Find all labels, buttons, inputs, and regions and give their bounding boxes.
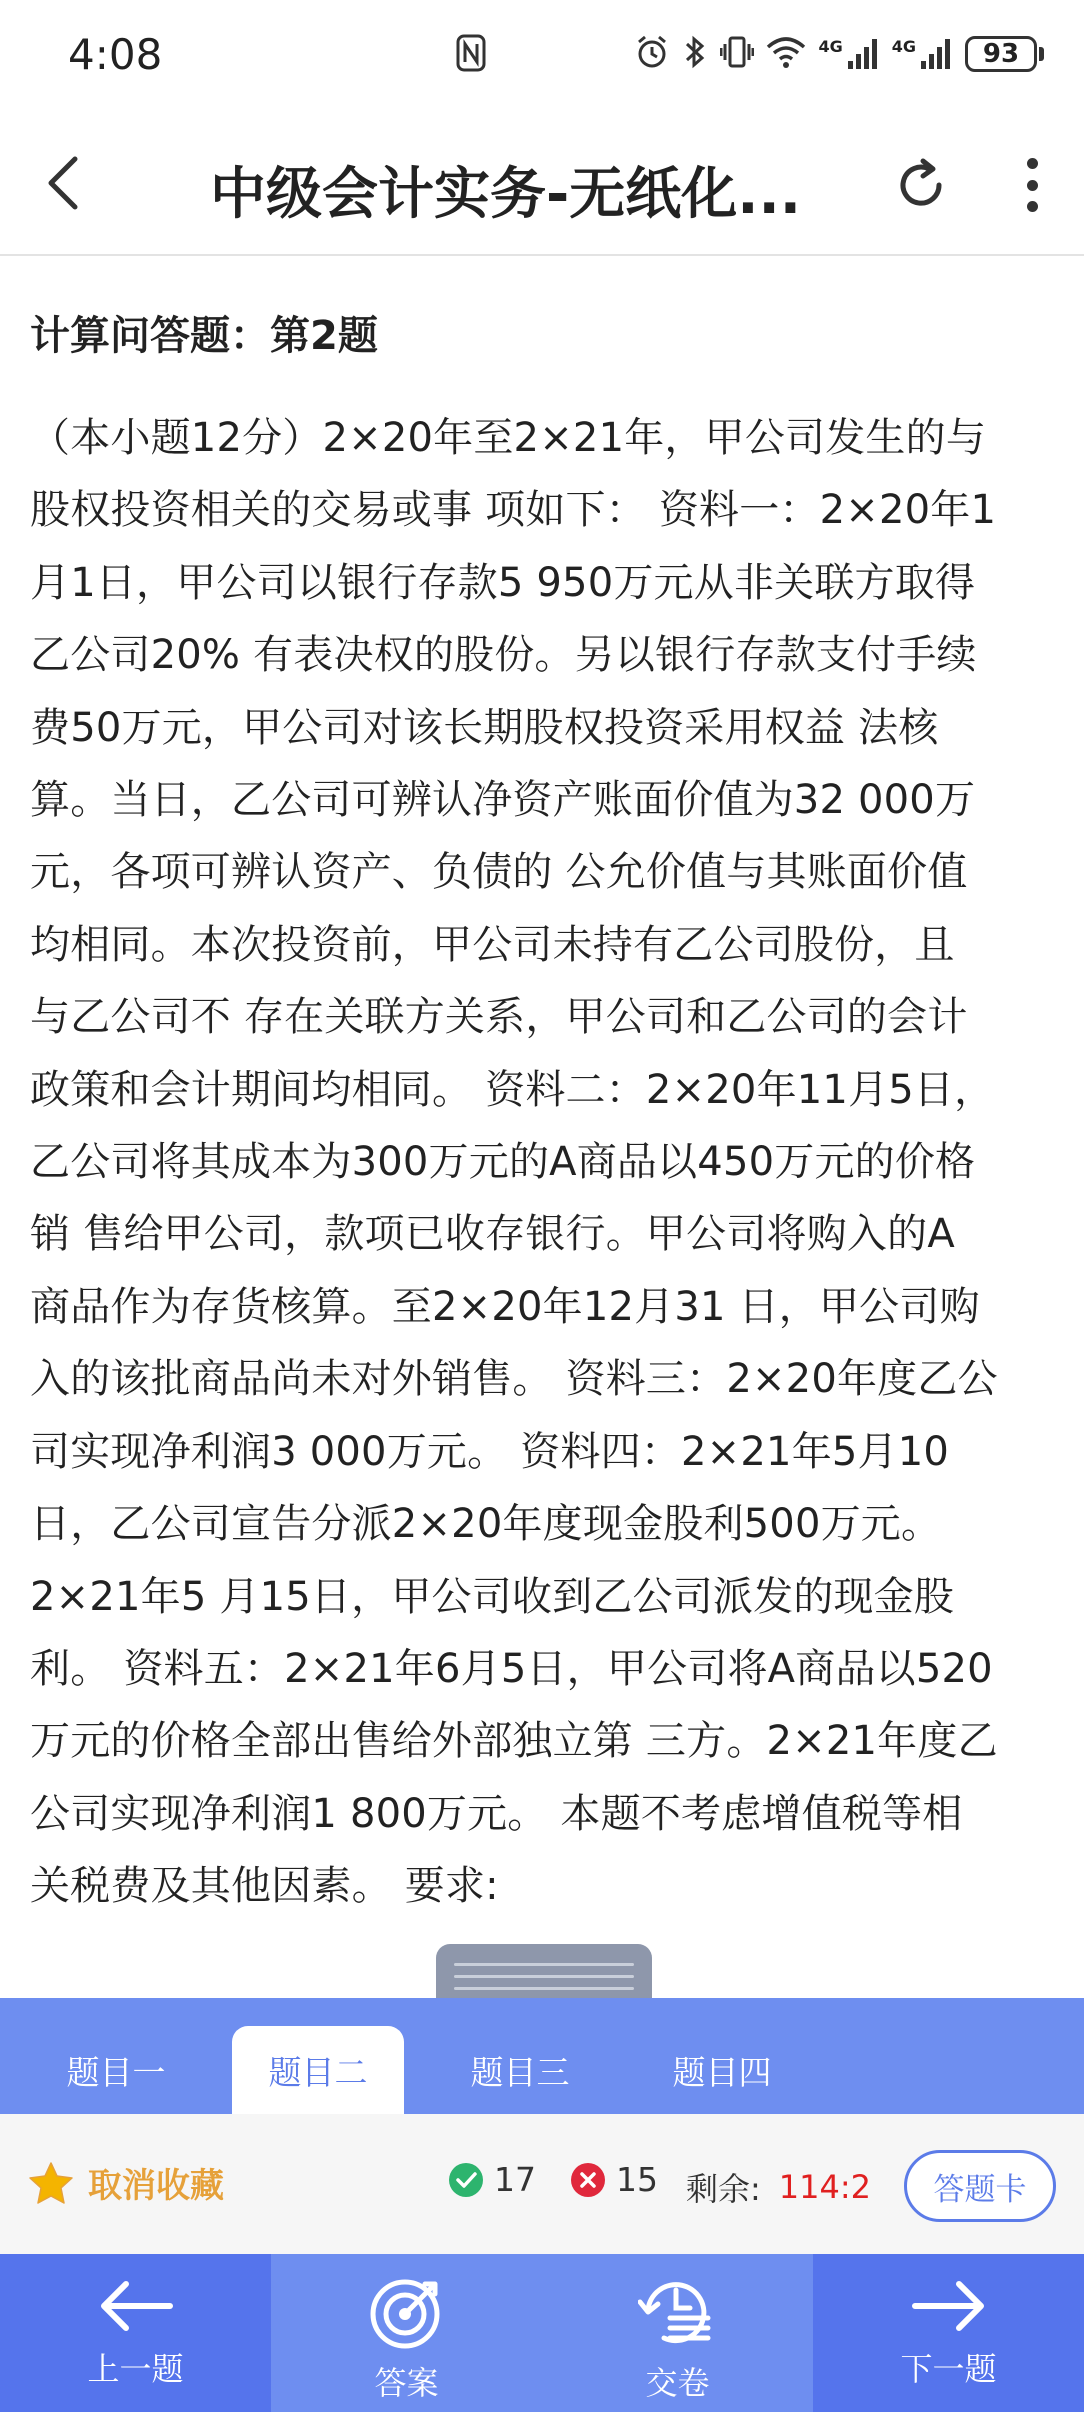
question-line: 万元的价格全部出售给外部独立第 三方。2×21年度乙 [30,1718,998,1765]
alarm-icon [634,34,670,74]
question-line: 利。 资料五：2×21年6月5日，甲公司将A商品以520 [30,1645,993,1692]
arrow-left-icon [96,2276,176,2336]
remaining-label: 剩余: [686,2170,761,2208]
app-header [0,110,1084,256]
answer-label: 答案 [374,2364,439,2402]
chevron-left-icon [43,155,83,211]
submit-paper-icon [638,2276,718,2350]
refresh-icon [893,157,949,213]
question-line: 元，各项可辨认资产、负债的 公允价值与其账面价值 [30,849,968,896]
back-button[interactable] [28,148,98,218]
question-line: 商品作为存货核算。至2×20年12月31 日，甲公司购 [30,1283,980,1330]
question-line: 入的该批商品尚未对外销售。 资料三：2×20年度乙公 [30,1356,998,1403]
question-line: 公司实现净利润1 800万元。 本题不考虑增值税等相 [30,1790,963,1837]
bottom-nav [0,2254,1084,2412]
cross-circle-icon [570,2162,606,2198]
favorite-label: 取消收藏 [88,2166,224,2206]
question-line: 政策和会计期间均相同。 资料二：2×20年11月5日， [30,1066,995,1113]
wrong-count [570,2160,658,2199]
bluetooth-icon [682,34,708,74]
correct-count [448,2160,536,2199]
answer-card-button[interactable]: 答题卡 [904,2150,1056,2222]
question-line: 乙公司将其成本为300万元的A商品以450万元的价格 [30,1139,976,1186]
question-line: 乙公司20% 有表决权的股份。另以银行存款支付手续 [30,632,977,679]
vibrate-icon [720,34,754,74]
prev-question-button[interactable] [0,2254,271,2412]
unfavorite-button[interactable] [28,2158,224,2207]
dot-icon [1027,201,1038,212]
battery-level: 93 [965,36,1037,72]
next-question-label: 下一题 [900,2350,997,2388]
submit-button[interactable] [542,2254,813,2412]
question-line: 均相同。本次投资前，甲公司未持有乙公司股份，且 [30,921,955,968]
star-icon [28,2161,74,2205]
question-line: （本小题12分）2×20年至2×21年，甲公司发生的与 [30,415,987,461]
battery-icon [965,36,1044,72]
signal-1-icon: 4G [818,37,879,71]
question-line: 销 售给甲公司，款项已收存银行。甲公司将购入的A [30,1211,955,1258]
nfc-icon [456,34,486,76]
answer-button[interactable] [271,2254,542,2412]
remaining-value: 114:2 [778,2168,872,2206]
tab-question-1[interactable]: 题目一 [66,2052,166,2092]
tab-question-4[interactable]: 题目四 [672,2052,772,2092]
status-time: 4:08 [68,30,163,79]
status-icons [634,26,1044,82]
page-title: 中级会计实务-无纸化... [210,162,802,227]
question-body [30,402,1060,1923]
more-menu-button[interactable] [1008,150,1056,220]
question-type-label: 计算问答题：第2题 [30,313,378,359]
tab-question-2[interactable]: 题目二 [232,2026,404,2114]
question-line: 月1日，甲公司以银行存款5 950万元从非关联方取得 [30,559,976,606]
prev-question-label: 上一题 [87,2350,184,2388]
arrow-right-icon [909,2276,989,2336]
question-line: 股权投资相关的交易或事 项如下： 资料一：2×20年1 [30,487,997,534]
submit-label: 交卷 [645,2364,710,2402]
tab-question-3[interactable]: 题目三 [470,2052,570,2092]
status-row [0,2114,1084,2254]
question-line: 关税费及其他因素。 要求: [30,1863,499,1910]
correct-count-value: 17 [494,2160,536,2199]
question-line: 算。当日，乙公司可辨认净资产账面价值为32 000万 [30,777,976,824]
check-circle-icon [448,2162,484,2198]
refresh-button[interactable] [886,150,956,220]
question-line: 日，乙公司宣告分派2×20年度现金股利500万元。 [30,1501,942,1548]
question-line: 费50万元，甲公司对该长期股权投资采用权益 法核 [30,704,939,751]
next-question-button[interactable] [813,2254,1084,2412]
wifi-icon [766,35,806,73]
status-bar [0,0,1084,110]
wrong-count-value: 15 [616,2160,658,2199]
dot-icon [1027,180,1038,191]
dot-icon [1027,158,1038,169]
target-icon [367,2276,447,2350]
question-tabs [0,1998,1084,2114]
question-line: 2×21年5 月15日，甲公司收到乙公司派发的现金股 [30,1573,955,1620]
question-line: 司实现净利润3 000万元。 资料四：2×21年5月10 [30,1428,950,1475]
remaining-time [686,2164,871,2210]
question-line: 与乙公司不 存在关联方关系，甲公司和乙公司的会计 [30,994,968,1041]
signal-2-icon: 4G [892,37,953,71]
